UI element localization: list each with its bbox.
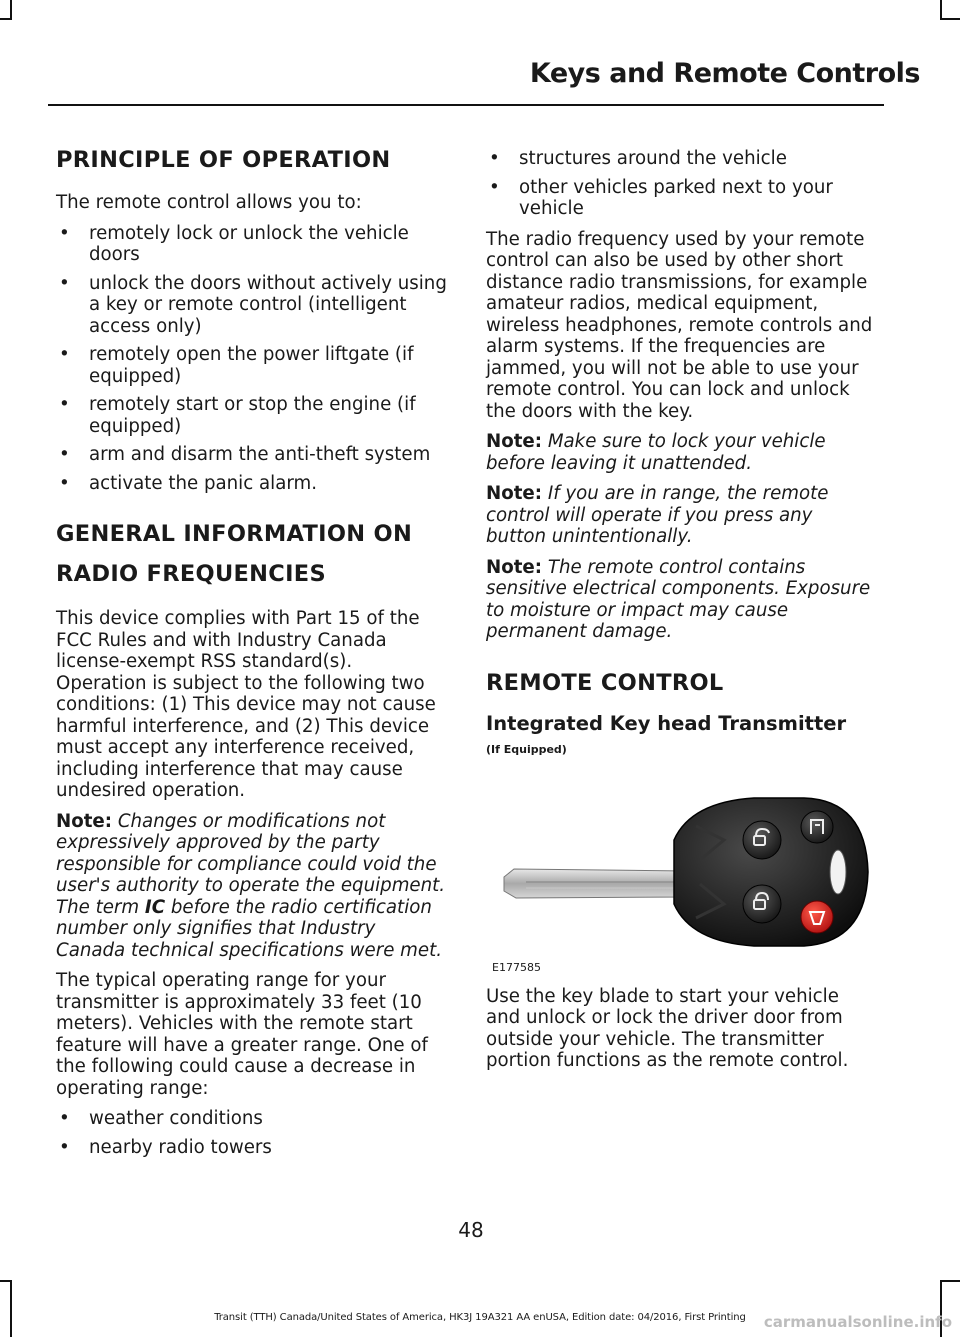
radio-heading [56,514,448,594]
list-item: • remotely lock or unlock the vehicle doors [56,223,448,266]
list-item: • activate the panic alarm. [56,473,448,495]
principle-intro: The remote control allows you to: [56,192,362,213]
list-item: • weather conditions [56,1108,448,1130]
lock-button-icon [743,885,781,923]
crop-mark [0,1280,12,1282]
note-text: The remote control contains sensitive electrical components. Exposure to moisture or impact may cause permanent damage. [486,556,871,642]
note [486,431,878,474]
list-item: • unlock the doors without actively using a key or remote control (intelligent access only) [56,273,448,338]
page-number: 48 [458,1218,484,1242]
watermark-text: carmanualsonline.info [763,1313,952,1331]
key-transmitter-illustration [486,770,878,976]
list-item: • other vehicles parked next to your vehicle [486,177,878,220]
figure-code: E177585 [492,960,541,974]
radio-compliance-paragraph: This device complies with Part 15 of the FCC Rules and with Industry Canada license-exempt RSS standard(s). Operation is subject to the following two conditions: (1) This device may not cause harmful interference, and (2) This device must accept any interference received, including interference that may cause undesired operation. [56,608,436,801]
crop-mark [10,1280,12,1337]
principle-list [56,223,448,495]
crop-mark [940,0,942,20]
unlock-button-icon [743,821,781,859]
note [486,483,878,548]
frequency-paragraph: The radio frequency used by your remote control can also be used by other short distance radio transmissions, for example amateur radios, medical equipment, wireless headphones, remote controls and alarm systems. If the frequencies are jammed, you will not be able to use your remote control. You can lock and unlock the doors with the key. [486,228,873,422]
liftgate-button-icon [801,811,833,843]
panic-button-icon [801,901,833,933]
range-paragraph: The typical operating range for your transmitter is approximately 33 feet (10 meters). Vehicles with the remote start feature will have a greater range. One of the following could cause a decrease in operating range: [56,970,428,1099]
radio-note [56,811,448,962]
footer-text: Transit (TTH) Canada/United States of America, HK3J 19A321 AA enUSA, Edition date: 04/2016, First Printing [214,1312,746,1323]
range-factor-list [56,1108,448,1158]
list-item: • arm and disarm the anti-theft system [56,444,448,466]
note-ic-term: IC [144,896,166,918]
note [486,557,878,643]
list-item: • remotely start or stop the engine (if equipped) [56,394,448,437]
header-divider [48,104,884,106]
key-transmitter-figure [486,770,878,976]
key-blade-paragraph: Use the key blade to start your vehicle and unlock or lock the driver door from outside your vehicle. The transmitter portion functions as the remote control. [486,985,849,1071]
note-label: Note: [486,431,543,452]
if-equipped-label: (If Equipped) [486,742,567,756]
note-text: If you are in range, the remote control will operate if you press any button unintentionally. [486,483,829,547]
key-blade [504,869,686,898]
crop-mark [0,18,12,20]
note-label: Note: [486,483,543,504]
crop-mark [940,18,960,20]
radio-heading-line2: RADIO FREQUENCIES [56,561,326,587]
crop-mark [10,0,12,20]
list-item: • remotely open the power liftgate (if equipped) [56,344,448,387]
list-item: • nearby radio towers [56,1137,448,1159]
note-text: Make sure to lock your vehicle before leaving it unattended. [486,431,826,474]
note-text: Changes or modifications not expressively approved by the party responsible for compliance could void the user's authority to operate the equipment. The term [56,810,446,918]
principle-heading: PRINCIPLE OF OPERATION [56,147,391,173]
radio-heading-line1: GENERAL INFORMATION ON [56,521,413,547]
note-label: Note: [486,556,543,578]
note-text: before the radio certification number only signifies that Industry Canada technical specifications were met. [56,896,442,961]
note-label: Note: [56,810,113,832]
list-item: • structures around the vehicle [486,148,878,170]
right-column [486,148,878,1081]
left-column [56,146,448,1167]
range-factor-list-continued [486,148,878,220]
page-header-title: Keys and Remote Controls [529,58,920,89]
transmitter-subheading: Integrated Key head Transmitter [486,711,847,735]
remote-control-heading: REMOTE CONTROL [486,669,724,696]
crop-mark [940,1280,960,1282]
